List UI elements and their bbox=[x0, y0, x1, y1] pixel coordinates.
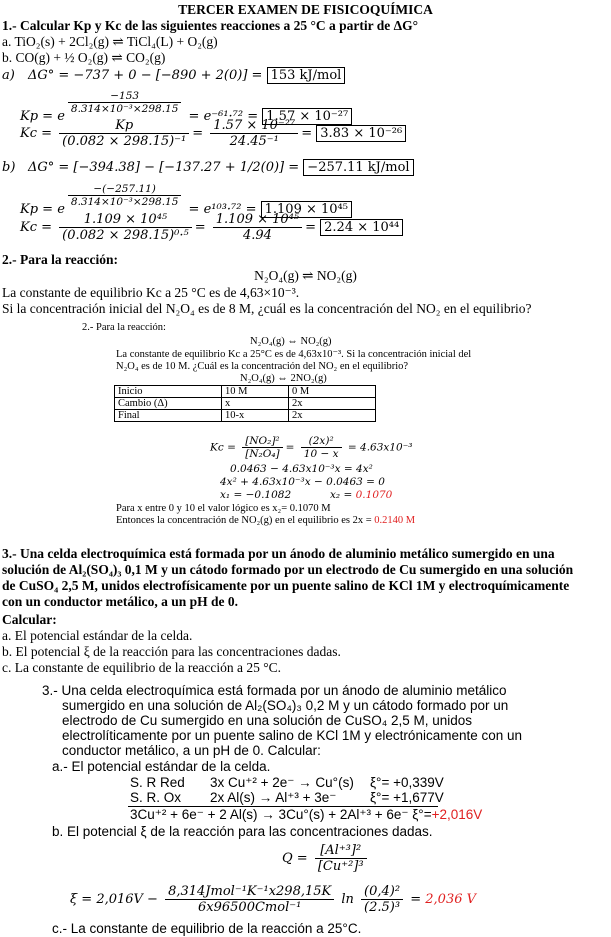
q3-header-line2: solución de Al₂(SO₄)₃ 0,1 M y un cátodo formado por un electrodo de Cu sumergido en una solución bbox=[2, 562, 574, 577]
q1-a-kc-frac2: $\frac{\text{1.57 × 10⁻²⁷}}{\text{24.45⁻¹}}$ bbox=[210, 118, 298, 149]
q2-img-p2: N₂O₄ es de 10 M. ¿Cuál es la concentración del NO₂ en el equilibrio? bbox=[116, 361, 409, 372]
q2-img-header: 2.- Para la reacción: bbox=[82, 322, 166, 333]
q3-img-ox-eq: 2x Al(s) → Al⁺³ + 3e⁻ bbox=[210, 790, 337, 805]
q1-b-label: b) bbox=[2, 160, 16, 175]
q1-a-dg-expr: ΔG° = −737 + 0 − [−890 + 2(0)] = bbox=[28, 68, 263, 83]
q2-img-kc: Kc = $\frac{\text{[NO₂]²}}{\text{[N₂O₄]}}$ = $\frac{\text{(2x)²}}{10 - x}$ = 4.63x10⁻³ bbox=[210, 435, 413, 460]
q3-img-red-label: S. R Red bbox=[130, 775, 185, 790]
q3-img-q: Q = $\frac{\text{[Al⁺³]²}}{\text{[Cu⁺²]³}}$ bbox=[282, 843, 370, 874]
q2-img-reaction: N₂O₄(g) ⇔ NO₂(g) bbox=[250, 336, 332, 347]
q1-b-dg-result: −257.11 kJ/mol bbox=[303, 159, 413, 176]
q1-b-kc-frac2: $\frac{\text{1.109 × 10⁴⁵}}{4.94}$ bbox=[213, 212, 302, 243]
q1-b-kc-result: 2.24 × 10⁴⁴ bbox=[320, 219, 403, 236]
q2-img-p1: La constante de equilibrio Kc a 25°C es de 4,63x10⁻³. Si la concentración inicial del bbox=[116, 349, 472, 360]
q3-img-line1: 3.- Una celda electroquímica está formada por un ánodo de aluminio metálico bbox=[42, 683, 507, 698]
q1-a-dg-result: 153 kJ/mol bbox=[267, 67, 346, 84]
table-row: Cambio (Δ) x 2x bbox=[115, 398, 376, 410]
q1-a-label: a) bbox=[2, 68, 15, 83]
q3-item-b: b. El potencial ξ de la reacción para las concentraciones dadas. bbox=[2, 644, 341, 659]
q3-img-line4: electrolíticamente por un puente salino de KCl 1M y electrónicamente con un bbox=[62, 728, 523, 743]
ice-table bbox=[114, 385, 376, 422]
q3-calc-label: Calcular: bbox=[2, 612, 57, 627]
table-row: Final 10-x 2x bbox=[115, 410, 376, 422]
q2-img-x2: x₂ = 0.1070 bbox=[330, 489, 393, 501]
q3-header-line1: 3.- Una celda electroquímica está formada por un ánodo de aluminio metálico sumergido en una bbox=[2, 546, 555, 561]
q1-a-kc-frac1: $\frac{Kp}{\text{(0.082 × 298.15)⁻¹}}$ bbox=[59, 118, 189, 149]
q2-img-eq2: 4x² + 4.63x10⁻³x − 0.0463 = 0 bbox=[220, 476, 385, 488]
q3-header-line4: con un conductor metálico, a un pH de 0. bbox=[2, 594, 239, 609]
q1-b-kp-mid: = e¹⁰³·⁷² = bbox=[188, 202, 257, 217]
q1-b-kp-result: 1.109 × 10⁴⁵ bbox=[261, 201, 352, 218]
q1-a-kp-mid: = e⁻⁶¹·⁷² = bbox=[188, 109, 259, 124]
q1-b-kc-lhs: Kc = bbox=[20, 220, 53, 235]
q3-header-line3: de CuSO₄ 2,5 M, unidos electrofísicamente por un puente salino de KCl 1M y electroquímicamente bbox=[2, 578, 570, 593]
q2-img-reaction2: N₂O₄(g) ⇔ 2NO₂(g) bbox=[240, 373, 327, 384]
q1-a-kp-result: 1.57 × 10⁻²⁷ bbox=[262, 108, 352, 125]
q1-a-kc: Kc = $\frac{Kp}{\text{(0.082 × 298.15)⁻¹}}$ = $\frac{\text{1.57 × 10⁻²⁷}}{\text{24.45⁻¹}}$ = 3.83 × 10⁻²⁶ bbox=[20, 118, 406, 149]
q3-img-a: a.- El potencial estándar de la celda. bbox=[52, 759, 271, 774]
q3-item-a: a. El potencial estándar de la celda. bbox=[2, 628, 193, 643]
q1-a-kc-result: 3.83 × 10⁻²⁶ bbox=[316, 125, 406, 142]
q2-img-x1: x₁ = −0.1082 bbox=[220, 489, 292, 501]
q1-reaction-a: a. TiO₂(s) + 2Cl₂(g) ⇌ TiCl₄(L) + O₂(g) bbox=[2, 34, 218, 49]
q2-scanned-solution bbox=[80, 322, 520, 527]
q3-img-red-pot: ξ°= +0,339V bbox=[370, 775, 444, 790]
q1-b-kc: Kc = $\frac{\text{1.109 × 10⁴⁵}}{\text{(0.082 × 298.15)⁰·⁵}}$ = $\frac{\text{1.109 × 10⁴⁵}}{4.94}$ = 2.24 × 10⁴⁴ bbox=[20, 212, 403, 243]
q2-line1: La constante de equilibrio Kc a 25 °C es de 4,63×10⁻³. bbox=[2, 285, 300, 300]
q2-reaction: N₂O₄(g) ⇌ NO₂(g) bbox=[254, 268, 357, 283]
q1-a-kp: Kp = e $\frac{-153}{\text{8.314×10⁻³×298.15}}$ = e⁻⁶¹·⁷² = 1.57 × 10⁻²⁷ bbox=[20, 90, 352, 124]
q1-b-dg-expr: ΔG° = [−394.38] − [−137.27 + 1/2(0)] = bbox=[28, 160, 300, 175]
q2-img-c2: Entonces la concentración de NO₂(g) en el equilibrio es 2x = 0.2140 M bbox=[116, 515, 416, 526]
q1-header: 1.- Calcular Kp y Kc de las siguientes reacciones a 25 °C a partir de ΔG° bbox=[2, 18, 418, 33]
q1-b-dg bbox=[28, 160, 414, 175]
q3-img-c: c.- La constante de equilibrio de la reacción a 25°C. bbox=[52, 921, 362, 936]
q3-img-b: b. El potencial ξ de la reacción para las concentraciones dadas. bbox=[52, 824, 433, 839]
page-title: TERCER EXAMEN DE FISICOQUÍMICA bbox=[178, 2, 433, 17]
q2-line2: Si la concentración inicial del N₂O₄ es de 8 M, ¿cuál es la concentración del NO₂ en el equilibrio? bbox=[2, 301, 532, 316]
q3-img-ox-label: S. R. Ox bbox=[130, 790, 182, 805]
q1-a-kp-lhs: Kp = bbox=[20, 109, 54, 124]
q3-img-ox-pot: ξ°= +1,677V bbox=[370, 790, 444, 805]
q1-a-kp-exponent: $\frac{-153}{\text{8.314×10⁻³×298.15}}$ bbox=[68, 90, 182, 115]
q2-img-c1: Para x entre 0 y 10 el valor lógico es x₂= 0.1070 M bbox=[116, 503, 331, 514]
q3-img-line2: sumergido en una solución de Al₂(SO₄)₃ 0,2 M y un cátodo formado por un bbox=[62, 698, 509, 713]
q1-b-kc-frac1: $\frac{\text{1.109 × 10⁴⁵}}{\text{(0.082 × 298.15)⁰·⁵}}$ bbox=[59, 212, 192, 243]
q1-reaction-b: b. CO(g) + ½ O₂(g) ⇌ CO₂(g) bbox=[2, 50, 166, 65]
q1-b-kp: Kp = e $\frac{-(-257.11)}{\text{8.314×10⁻³×298.15}}$ = e¹⁰³·⁷² = 1.109 × 10⁴⁵ bbox=[20, 183, 352, 217]
q2-header: 2.- Para la reacción: bbox=[2, 252, 118, 267]
q2-img-eq1: 0.0463 − 4.63x10⁻³x = 4x² bbox=[230, 463, 373, 475]
q1-b-kp-lhs: Kp = bbox=[20, 202, 54, 217]
table-row: Inicio 10 M 0 M bbox=[115, 386, 376, 398]
q3-img-xi: ξ = 2,016V − $\frac{\text{8,314Jmol⁻¹K⁻¹x298,15K}}{\text{6x96500Cmol⁻¹}}$ ln $\frac{\text{(0,4)²}}{\text{(2.5)³}}$ = 2,036 V bbox=[70, 884, 477, 915]
q3-img-sum: 3Cu⁺² + 6e⁻ + 2 Al(s) → 3Cu°(s) + 2Al⁺³ + 6e⁻ ξ°=+2,016V bbox=[130, 807, 483, 822]
q1-a-dg bbox=[28, 68, 345, 83]
q3-item-c: c. La constante de equilibrio de la reacción a 25 °C. bbox=[2, 660, 282, 675]
q3-img-line3: electrodo de Cu sumergido en una solución de CuSO₄ 2,5 M, unidos bbox=[62, 713, 473, 728]
q3-img-red-eq: 3x Cu⁺² + 2e⁻ → Cu°(s) bbox=[210, 775, 354, 790]
q1-a-kc-lhs: Kc = bbox=[20, 126, 53, 141]
q3-scanned-solution bbox=[40, 683, 585, 937]
q1-b-kp-exponent: $\frac{-(-257.11)}{\text{8.314×10⁻³×298.15}}$ bbox=[68, 183, 182, 208]
q3-img-line5: conductor metálico, a un pH de 0. Calcular: bbox=[62, 743, 321, 758]
